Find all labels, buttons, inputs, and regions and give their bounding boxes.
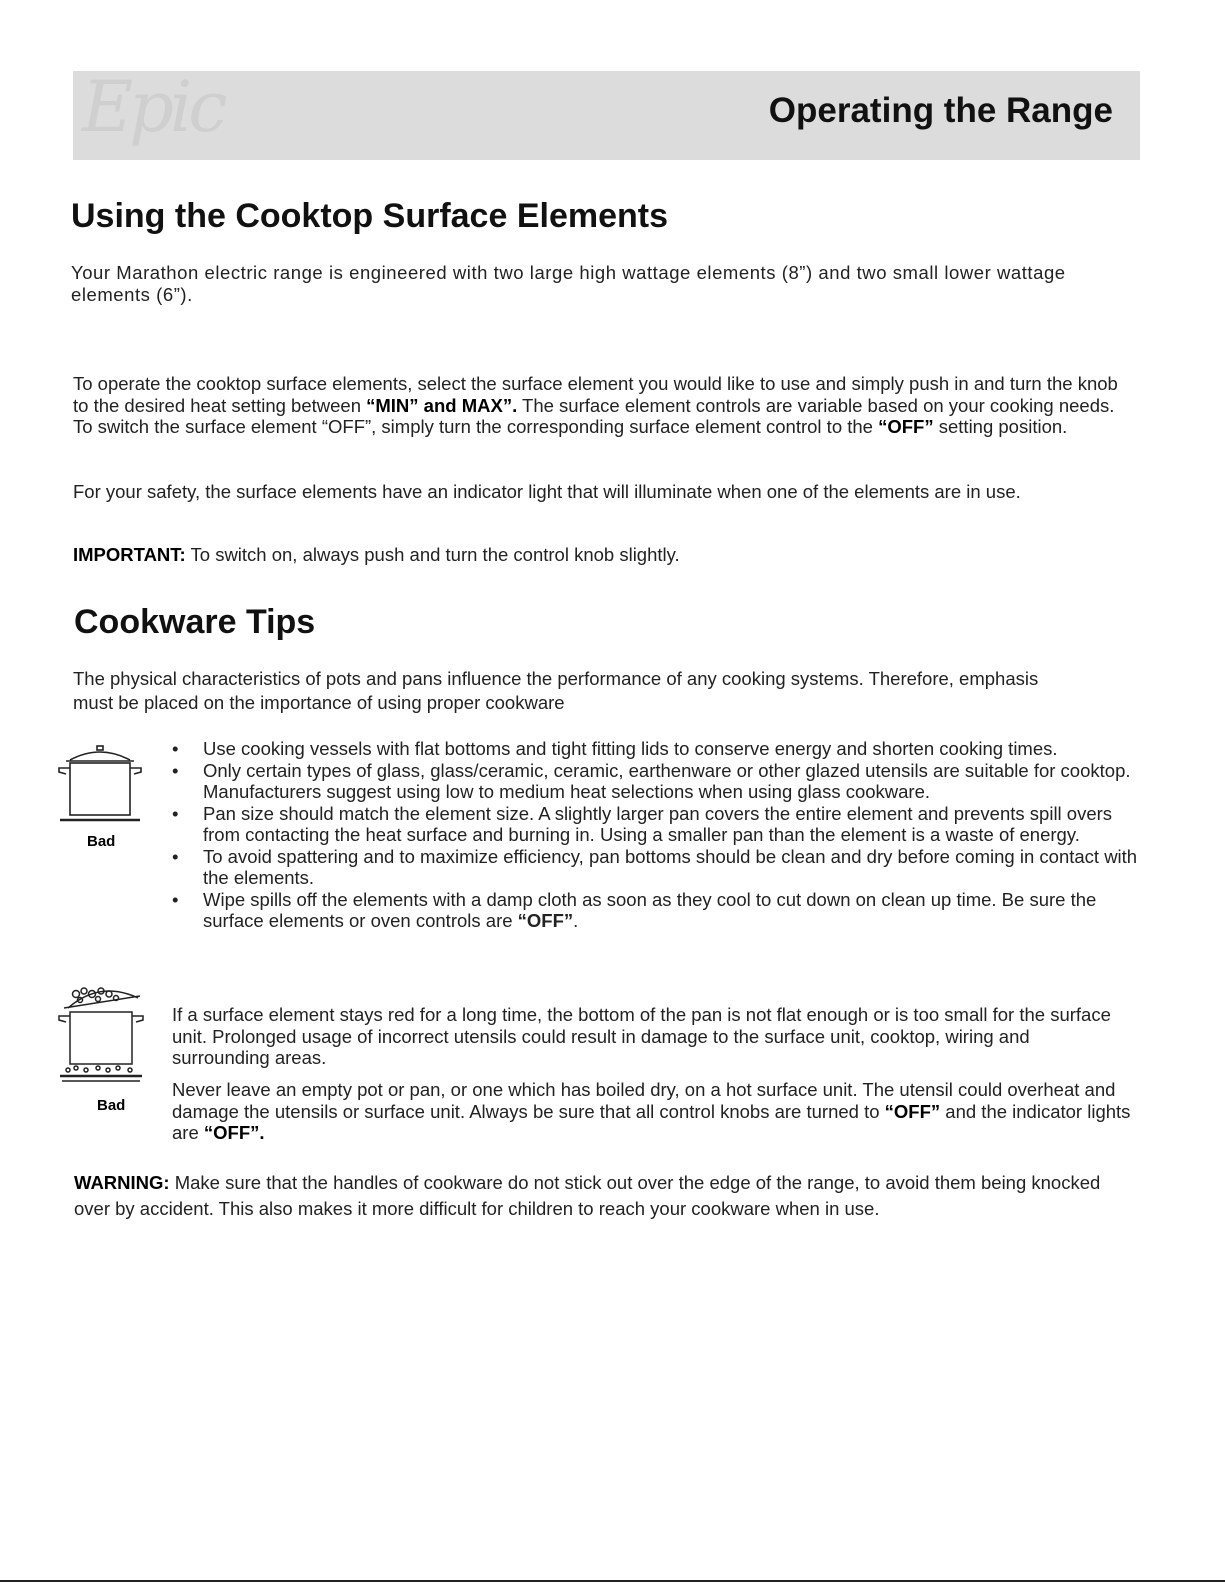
figure-label-bad-2: Bad <box>97 1097 126 1114</box>
cookware-tips-list <box>172 738 1142 932</box>
list-item: • Wipe spills off the elements with a damp cloth as soon as they cool to cut down on clean up time. Be sure the surface elements or oven controls are “OFF”. <box>172 889 1142 932</box>
cookware-section-title: Cookware Tips <box>74 603 316 641</box>
cookware-intro: The physical characteristics of pots and pans influence the performance of any cooking systems. Therefore, emphasis must be placed on the importance of using proper cookware <box>73 668 1039 713</box>
page-header-title: Operating the Range <box>768 91 1113 130</box>
list-item: • To avoid spattering and to maximize efficiency, pan bottoms should be clean and dry before coming in contact with the elements. <box>172 846 1142 889</box>
cooktop-section-title: Using the Cooktop Surface Elements <box>71 197 668 235</box>
bottom-divider <box>0 1580 1225 1582</box>
empty-pot-paragraph: Never leave an empty pot or pan, or one which has boiled dry, on a hot surface unit. The utensil could overheat and damage the utensils or surface unit. Always be sure that all control knobs are turned to “OFF” and the indicator lights are “OFF”. <box>172 1079 1131 1143</box>
warning-paragraph: WARNING: Make sure that the handles of cookware do not stick out over the edge of the range, to avoid them being knocked over by accident. This also makes it more difficult for children to reach your cookware when in use. <box>74 1172 1101 1219</box>
cooktop-important-note: IMPORTANT: To switch on, always push and turn the control knob slightly. <box>73 544 680 565</box>
figure-label-bad-1: Bad <box>87 833 116 850</box>
cooktop-intro: Your Marathon electric range is engineered with two large high wattage elements (8”) and two small lower wattage elements (6”). <box>71 262 1066 305</box>
list-item: • Pan size should match the element size. A slightly larger pan covers the entire element and prevents spill overs from contacting the heat surface and burning in. Using a smaller pan than the element is a waste of energy. <box>172 803 1142 846</box>
list-item: • Only certain types of glass, glass/ceramic, ceramic, earthenware or other glazed utensils are suitable for cooktop. Manufacturers suggest using low to medium heat selections when using glass cookware. <box>172 760 1142 803</box>
boiling-over-pot-icon <box>54 980 150 1088</box>
cooktop-operate-paragraph: To operate the cooktop surface elements, select the surface element you would like to use and simply push in and turn the knob to the desired heat setting between “MIN” and MAX”. The surface element controls are variable based on your cooking needs. To switch the surface element “OFF”, simply turn the corresponding surface element control to the “OFF” setting position. <box>73 373 1118 437</box>
list-item: • Use cooking vessels with flat bottoms and tight fitting lids to conserve energy and shorten cooking times. <box>172 738 1142 760</box>
cooktop-safety-paragraph: For your safety, the surface elements have an indicator light that will illuminate when one of the elements are in use. <box>73 481 1021 502</box>
pot-on-element-icon <box>54 740 146 825</box>
red-element-paragraph: If a surface element stays red for a long time, the bottom of the pan is not flat enough or is too small for the surface unit. Prolonged usage of incorrect utensils could result in damage to the surface unit, cooktop, wiring and surrounding areas. <box>172 1004 1111 1068</box>
brand-logo: Epic <box>82 66 224 148</box>
